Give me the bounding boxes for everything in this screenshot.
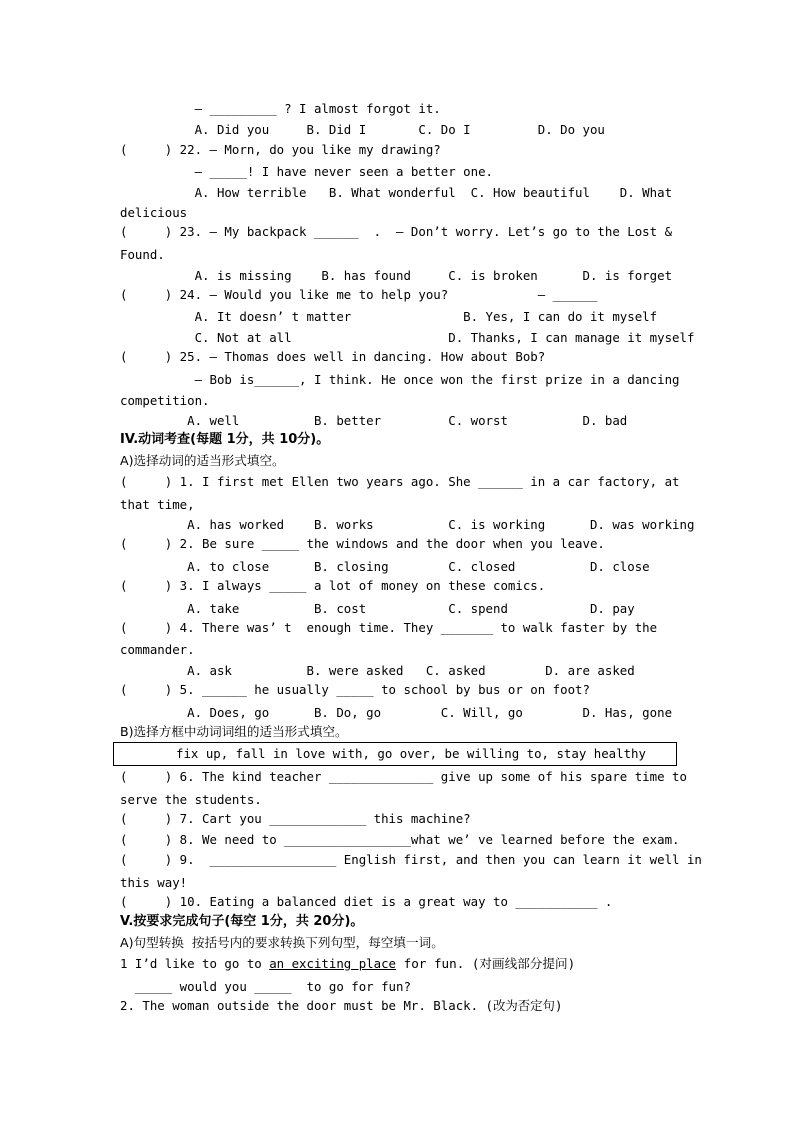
text-line: ( ) 2. Be sure _____ the windows and the door when you leave. (120, 536, 605, 551)
section-instruction: A)句型转换 按括号内的要求转换下列句型，每空填一词。 (120, 935, 444, 950)
text-line: ( ) 3. I always _____ a lot of money on these comics. (120, 578, 546, 593)
text-line: Found. (120, 247, 165, 262)
text-line: A. to close B. closing C. closed D. close (120, 559, 650, 574)
text-line: A. ask B. were asked C. asked D. are asked (120, 663, 635, 678)
text-line: ( ) 1. I first met Ellen two years ago. She ______ in a car factory, at (120, 474, 680, 489)
text-line: ( ) 24. — Would you like me to help you? — ______ (120, 287, 598, 302)
text-line: A. Does, go B. Do, go C. Will, go D. Has, gone (120, 705, 673, 720)
section-instruction: A)选择动词的适当形式填空。 (120, 453, 285, 468)
text-line: this way! (120, 875, 188, 890)
text-line: A. It doesn’ t matter B. Yes, I can do it myself (120, 309, 658, 324)
text-line: ( ) 8. We need to _________________what we’ ve learned before the exam. (120, 832, 680, 847)
word-box-text: fix up, fall in love with, go over, be willing to, stay healthy (176, 746, 646, 761)
text-line: ( ) 23. — My backpack ______ . — Don’t worry. Let’s go to the Lost & (120, 224, 673, 239)
text-line: ( ) 10. Eating a balanced diet is a great way to ___________ . (120, 894, 613, 909)
text-line: _____ would you _____ to go for fun? (120, 979, 411, 994)
underlined-phrase: an exciting place (269, 956, 397, 971)
text-line: A. take B. cost C. spend D. pay (120, 601, 635, 616)
text-line: ( ) 22. — Morn, do you like my drawing? (120, 142, 441, 157)
text-line: serve the students. (120, 792, 262, 807)
text-line: A. is missing B. has found C. is broken D. is forget (120, 268, 673, 283)
text-line: — Bob is______, I think. He once won the first prize in a dancing (120, 372, 680, 387)
text-line: ( ) 5. ______ he usually _____ to school by bus or on foot? (120, 682, 590, 697)
text-line: A. well B. better C. worst D. bad (120, 413, 628, 428)
question-line: 1 I’d like to go to an exciting place for fun. (对画线部分提问) (120, 956, 576, 971)
text-line: A. Did you B. Did I C. Do I D. Do you (120, 122, 605, 137)
text-line: — _____! I have never seen a better one. (120, 164, 493, 179)
text-line: delicious (120, 205, 188, 220)
text-line: C. Not at all D. Thanks, I can manage it myself (120, 330, 695, 345)
text-line: ( ) 25. — Thomas does well in dancing. How about Bob? (120, 349, 546, 364)
text-line: A. How terrible B. What wonderful C. How beautiful D. What (120, 185, 673, 200)
section-heading: IV.动词考查(每题 1分，共 10分)。 (120, 432, 330, 447)
word-box (113, 742, 677, 766)
text-line: competition. (120, 393, 210, 408)
text-line: 2. The woman outside the door must be Mr. Black. (改为否定句) (120, 998, 563, 1013)
section-instruction: B)选择方框中动词词组的适当形式填空。 (120, 724, 348, 739)
text-line: ( ) 9. _________________ English first, and then you can learn it well in (120, 852, 702, 867)
text-line: ( ) 6. The kind teacher ______________ give up some of his spare time to (120, 769, 687, 784)
text-line: A. has worked B. works C. is working D. was working (120, 517, 695, 532)
text-line: — _________ ? I almost forgot it. (120, 101, 441, 116)
text-line: commander. (120, 642, 195, 657)
text-line: ( ) 7. Cart you _____________ this machine? (120, 811, 471, 826)
text-line: ( ) 4. There was’ t enough time. They _______ to walk faster by the (120, 620, 658, 635)
section-heading: V.按要求完成句子(每空 1分，共 20分)。 (120, 914, 364, 929)
text-line: that time, (120, 497, 195, 512)
